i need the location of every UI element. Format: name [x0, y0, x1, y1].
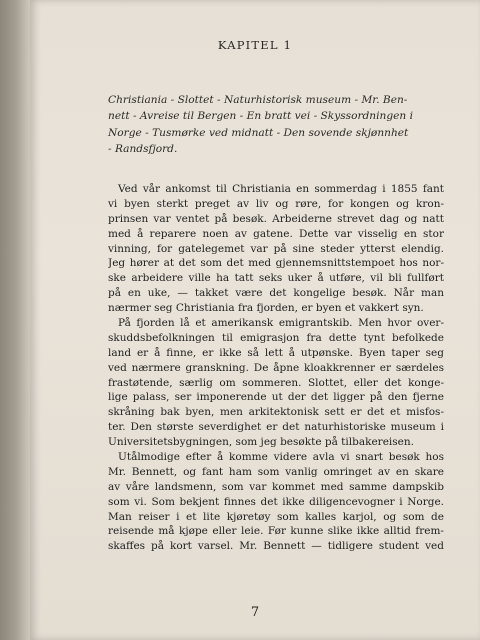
book-gutter-shadow: [0, 0, 34, 640]
page-number: 7: [250, 605, 260, 620]
body-line: som vi. Som bekjent finnes det ikke diligencevogner i Norge.: [108, 495, 444, 508]
body-line: ved nærmere granskning. De åpne kloakkrenner er særdeles: [108, 361, 444, 374]
chapter-title: KAPITEL 1: [217, 38, 293, 52]
body-line: lige palass, ser imponerende ut der det ligger på den fjerne: [108, 391, 444, 404]
body-line: Jeg hører at det som det med gjennemsnittstempoet hos nor-: [108, 257, 444, 270]
summary-line: - Randsfjord.: [108, 142, 178, 155]
body-line: Mr. Bennett, og fant ham som vanlig omringet av en skare: [108, 465, 444, 478]
body-line: Man reiser i et lite kjøretøy som kalles karjol, og som de: [108, 510, 444, 523]
body-line: prinsen var ventet på besøk. Arbeiderne strevet dag og natt: [108, 212, 444, 225]
body-line: vinning, for gatelegemet var på sine steder ytterst elendig.: [108, 242, 444, 255]
body-line: Utålmodige efter å komme videre avla vi snart besøk hos: [118, 451, 444, 464]
body-line: Universitetsbygningen, som jeg besøkte på tilbakereisen.: [108, 436, 414, 449]
body-line: ter. Den største severdighet er det naturhistoriske museum i: [108, 421, 444, 434]
summary-line: Norge - Tusmørke ved midnatt - Den sovende skjønnhet: [108, 126, 409, 139]
body-line: på en uke, — takket være det kongelige besøk. Når man: [108, 287, 444, 300]
body-line: vi byen sterkt preget av liv og røre, for kongen og kron-: [108, 197, 444, 210]
body-line: nærmer seg Christiania fra fjorden, er byen et vakkert syn.: [108, 302, 424, 315]
book-page: [30, 0, 480, 640]
body-text: [108, 182, 444, 554]
body-line: ske arbeidere ville ha tatt seks uker å utføre, vil bli fullført: [108, 272, 444, 285]
summary-line: Christiania - Slottet - Naturhistorisk museum - Mr. Ben-: [108, 94, 408, 106]
body-line: skråning bak byen, men arkitektonisk sett er det et misfos-: [108, 406, 444, 419]
body-line: frastøtende, særlig om sommeren. Slottet, eller det konge-: [108, 376, 444, 389]
body-line: med å reparere noen av gatene. Dette var visselig en stor: [108, 227, 444, 240]
body-line: Ved vår ankomst til Christiania en sommerdag i 1855 fant: [118, 183, 444, 195]
body-line: På fjorden lå et amerikansk emigrantskib. Men hvor over-: [118, 317, 444, 330]
body-line: reisende må kjøpe eller leie. Før kunne slike ikke alltid frem-: [108, 525, 444, 538]
body-line: skaffes på kort varsel. Mr. Bennett — tidligere student ved: [108, 540, 444, 553]
chapter-summary: [108, 92, 413, 157]
summary-line: nett - Avreise til Bergen - En bratt vei - Skyssordningen i: [108, 110, 413, 123]
body-line: skuddsbefolkningen til emigrasjon fra dette tynt befolkede: [108, 331, 444, 344]
body-line: av våre landsmenn, som var kommet med samme dampskib: [108, 480, 444, 493]
body-line: land er å finne, er ikke så lett å utpønske. Byen taper seg: [108, 346, 444, 359]
